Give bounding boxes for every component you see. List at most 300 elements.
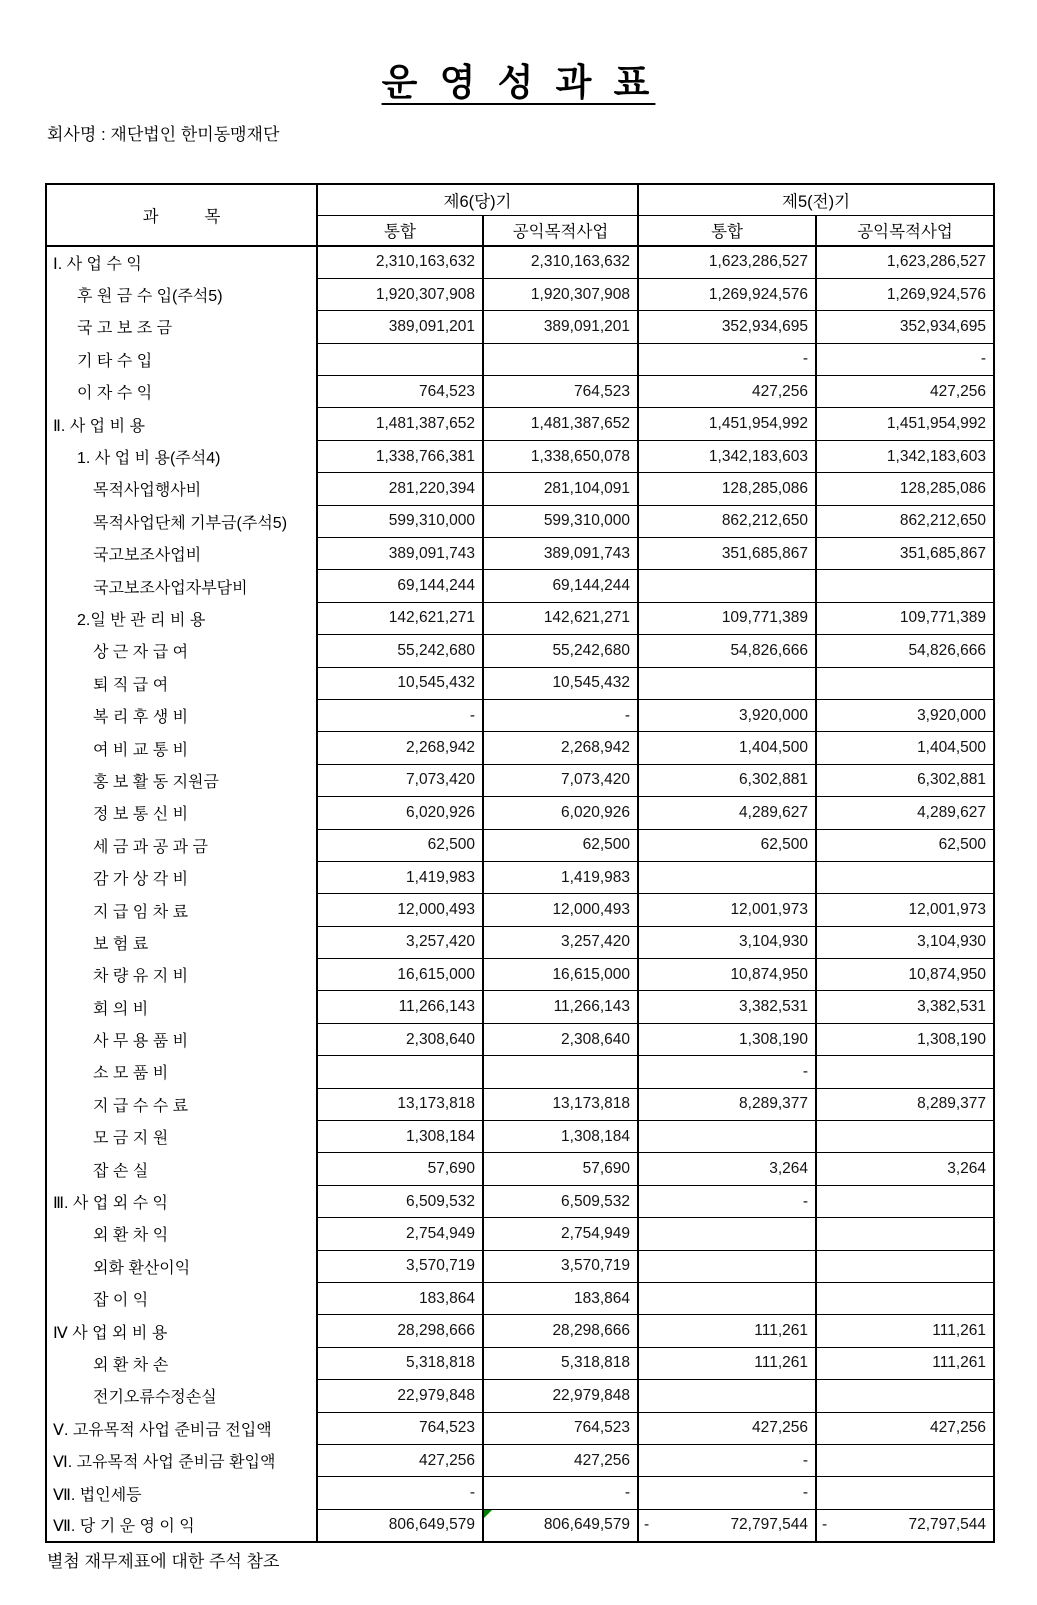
amount: 352,934,695 [899,317,987,335]
value-cell [317,1444,483,1476]
row-label: 지 급 수 수 료 [46,1088,317,1120]
table-row [46,1218,994,1250]
amount: 806,649,579 [388,1516,475,1534]
amount: 10,874,950 [730,965,809,983]
amount: 3,104,930 [739,933,809,951]
row-label: 잡 이 익 [46,1283,317,1315]
amount: 10,545,432 [552,674,631,692]
value-cell [317,1153,483,1185]
amount: 1,623,286,527 [886,253,987,271]
amount: 1,419,983 [561,868,631,886]
value-cell [638,926,816,958]
value-cell [483,505,638,537]
amount: 11,266,143 [398,998,475,1016]
value-cell [317,1347,483,1379]
value-cell [483,1380,638,1412]
row-label: 국 고 보 조 금 [46,311,317,343]
value-cell [638,1218,816,1250]
value-cell [816,926,994,958]
company-name: 회사명 : 재단법인 한미동맹재단 [47,125,280,144]
value-cell [816,1283,994,1315]
amount: 128,285,086 [899,479,987,497]
amount: 142,621,271 [543,609,631,627]
amount: 69,144,244 [552,577,631,595]
amount: 62,500 [938,836,987,854]
amount: 281,104,091 [543,479,631,497]
value-cell [317,1477,483,1509]
row-label: 외화 환산이익 [46,1250,317,1282]
amount: 6,302,881 [917,771,987,789]
amount: 183,864 [573,1289,631,1307]
amount: 1,308,190 [739,1030,809,1048]
value-cell [816,1315,994,1347]
amount: 1,481,387,652 [375,415,475,433]
value-cell [483,246,638,278]
amount: 4,289,627 [917,803,987,821]
value-cell [483,764,638,796]
table-row [46,440,994,472]
dash-placeholder: - [802,1062,809,1080]
amount: 1,342,183,603 [708,447,809,465]
amount: 599,310,000 [388,512,475,530]
value-cell [638,278,816,310]
row-label: 사 무 용 품 비 [46,1023,317,1055]
amount: 2,268,942 [561,739,631,757]
table-row [46,1347,994,1379]
amount: 72,797,544 [730,1516,809,1534]
value-cell [816,1056,994,1088]
value-cell [483,570,638,602]
value-cell [816,408,994,440]
value-cell [816,894,994,926]
value-cell [483,311,638,343]
value-cell [816,1444,994,1476]
amount: 22,979,848 [552,1386,631,1404]
column-header-item: 과 목 [46,184,317,246]
value-cell [816,1509,994,1541]
value-cell [483,278,638,310]
value-cell [816,667,994,699]
value-cell [483,894,638,926]
table-row [46,732,994,764]
row-label: 외 환 차 익 [46,1218,317,1250]
column-header-period-current: 제6(당)기 [317,184,638,215]
value-cell [638,699,816,731]
amount: 5,318,818 [406,1354,475,1372]
amount: 1,404,500 [739,739,809,757]
table-row [46,473,994,505]
amount: 13,173,818 [552,1095,631,1113]
row-label: 홍 보 활 동 지원금 [46,764,317,796]
table-row [46,667,994,699]
amount: 764,523 [573,382,631,400]
negative-amount [817,1516,986,1534]
value-cell [816,635,994,667]
amount: 55,242,680 [397,641,475,659]
value-cell [317,505,483,537]
value-cell [317,440,483,472]
amount: 62,500 [760,836,809,854]
value-cell [317,797,483,829]
table-row [46,1283,994,1315]
row-label: 차 량 유 지 비 [46,959,317,991]
amount: 54,826,666 [730,641,809,659]
amount: 2,310,163,632 [530,253,631,271]
minus-sign: - [644,1516,650,1534]
table-row [46,699,994,731]
value-cell [483,732,638,764]
row-label: Ⅳ 사 업 외 비 용 [46,1315,317,1347]
table-row [46,408,994,440]
row-label: 복 리 후 생 비 [46,699,317,731]
value-cell [816,991,994,1023]
value-cell [816,246,994,278]
value-cell [317,764,483,796]
amount: 6,020,926 [561,803,631,821]
value-cell [638,959,816,991]
value-cell [638,1056,816,1088]
value-cell [638,1380,816,1412]
amount: 16,615,000 [397,965,475,983]
amount: 111,261 [754,1354,809,1372]
amount: 142,621,271 [388,609,475,627]
value-cell [317,1185,483,1217]
value-cell [317,538,483,570]
value-cell [638,440,816,472]
amount: 1,338,650,078 [530,447,631,465]
value-cell [638,1509,816,1541]
amount: 4,289,627 [739,803,809,821]
value-cell [483,667,638,699]
value-cell [816,797,994,829]
dash-placeholder: - [802,1192,809,1210]
amount: 3,264 [947,1160,987,1178]
page-title: 운 영 성 과 표 [381,62,656,103]
amount: 1,481,387,652 [530,415,631,433]
amount: 183,864 [418,1289,475,1307]
table-row [46,861,994,893]
amount: 6,020,926 [406,803,475,821]
amount: 351,685,867 [721,544,809,562]
amount: 427,256 [573,1451,631,1469]
value-cell [638,732,816,764]
value-cell [483,440,638,472]
value-cell [816,1477,994,1509]
amount: 6,509,532 [406,1192,475,1210]
row-label: Ⅴ. 고유목적 사업 준비금 전입액 [46,1412,317,1444]
value-cell [483,538,638,570]
amount: 862,212,650 [721,512,809,530]
value-cell [638,1153,816,1185]
value-cell [816,1185,994,1217]
value-cell [638,1283,816,1315]
amount: 389,091,201 [388,317,475,335]
amount: 1,419,983 [406,868,475,886]
amount: 2,754,949 [561,1224,631,1242]
table-row [46,1023,994,1055]
amount: 764,523 [418,382,475,400]
amount: 8,289,377 [739,1095,809,1113]
table-row [46,991,994,1023]
amount: 764,523 [573,1419,631,1437]
column-header-combined-previous: 통합 [638,215,816,246]
amount: 599,310,000 [543,512,631,530]
amount: 2,310,163,632 [375,253,475,271]
value-cell [638,861,816,893]
row-label: 외 환 차 손 [46,1347,317,1379]
amount: 128,285,086 [721,479,809,497]
table-row [46,1250,994,1282]
amount: 3,264 [769,1160,809,1178]
table-row [46,1315,994,1347]
value-cell [483,1185,638,1217]
amount: 57,690 [427,1160,475,1178]
amount: 427,256 [930,382,987,400]
footer-note: 별첨 재무제표에 대한 주석 참조 [47,1552,280,1571]
value-cell [317,1250,483,1282]
dash-placeholder: - [802,1451,809,1469]
value-cell [317,311,483,343]
value-cell [816,343,994,375]
amount: 1,451,954,992 [708,415,809,433]
value-cell [638,764,816,796]
row-label: Ⅶ. 법인세등 [46,1477,317,1509]
value-cell [317,1283,483,1315]
value-cell [317,1412,483,1444]
value-cell [317,861,483,893]
row-label: Ⅱ. 사 업 비 용 [46,408,317,440]
table-row [46,1088,994,1120]
table-row [46,797,994,829]
value-cell [317,278,483,310]
amount: 352,934,695 [721,317,809,335]
value-cell [317,1218,483,1250]
value-cell [816,1023,994,1055]
amount: 1,269,924,576 [708,285,809,303]
table-row [46,278,994,310]
amount: 2,268,942 [406,739,475,757]
value-cell [638,570,816,602]
amount: 427,256 [418,1451,475,1469]
amount: 111,261 [754,1322,809,1340]
value-cell [816,1380,994,1412]
value-cell [317,1509,483,1541]
value-cell [317,473,483,505]
value-cell [638,991,816,1023]
value-cell [483,1347,638,1379]
row-label: 보 험 료 [46,926,317,958]
value-cell [638,1185,816,1217]
value-cell [816,1153,994,1185]
value-cell [638,1347,816,1379]
value-cell [317,1056,483,1088]
value-cell [816,764,994,796]
column-header-period-previous: 제5(전)기 [638,184,994,215]
amount: 109,771,389 [721,609,809,627]
value-cell [638,829,816,861]
value-cell [483,343,638,375]
table-row [46,959,994,991]
value-cell [638,246,816,278]
value-cell [816,505,994,537]
table-row [46,505,994,537]
amount: 764,523 [418,1419,475,1437]
value-cell [317,894,483,926]
amount: 10,874,950 [908,965,987,983]
amount: 3,920,000 [739,706,809,724]
value-cell [638,1315,816,1347]
amount: 389,091,201 [543,317,631,335]
value-cell [317,246,483,278]
amount: 7,073,420 [406,771,475,789]
amount: 2,308,640 [561,1030,631,1048]
amount: 862,212,650 [899,512,987,530]
value-cell [816,1412,994,1444]
row-label: 정 보 통 신 비 [46,797,317,829]
value-cell [816,440,994,472]
amount: 11,266,143 [553,998,631,1016]
value-cell [638,1412,816,1444]
value-cell [816,959,994,991]
row-label: 1. 사 업 비 용(주석4) [46,440,317,472]
row-label: 모 금 지 원 [46,1121,317,1153]
value-cell [317,1088,483,1120]
amount: 1,404,500 [917,739,987,757]
amount: 3,257,420 [406,933,475,951]
row-label: 감 가 상 각 비 [46,861,317,893]
value-cell [317,959,483,991]
table-row [46,764,994,796]
value-cell [816,1218,994,1250]
amount: 3,104,930 [917,933,987,951]
amount: 427,256 [751,382,809,400]
value-cell [638,505,816,537]
value-cell [816,538,994,570]
value-cell [816,570,994,602]
value-cell [483,1056,638,1088]
amount: 54,826,666 [908,641,987,659]
negative-amount [639,1516,808,1534]
row-label: 세 금 과 공 과 금 [46,829,317,861]
value-cell [317,699,483,731]
value-cell [816,861,994,893]
value-cell [483,473,638,505]
value-cell [483,797,638,829]
value-cell [816,829,994,861]
table-row [46,246,994,278]
amount: 69,144,244 [397,577,475,595]
row-label: 퇴 직 급 여 [46,667,317,699]
value-cell [483,376,638,408]
amount: 3,382,531 [739,998,809,1016]
value-cell [816,1088,994,1120]
amount: 12,001,973 [730,901,809,918]
table-row [46,570,994,602]
row-label: Ⅵ. 고유목적 사업 준비금 환입액 [46,1444,317,1476]
dash-placeholder: - [624,1484,631,1502]
amount: 1,920,307,908 [530,285,631,303]
amount: 1,308,184 [561,1127,631,1145]
value-cell [483,408,638,440]
column-header-public-previous: 공익목적사업 [816,215,994,246]
table-row [46,894,994,926]
table-row [46,602,994,634]
amount: 3,382,531 [917,998,987,1016]
amount: 6,509,532 [561,1192,631,1210]
value-cell [317,926,483,958]
row-label: Ⅰ. 사 업 수 익 [46,246,317,278]
table-row [46,376,994,408]
table-row [46,538,994,570]
value-cell [638,635,816,667]
value-cell [816,1347,994,1379]
value-cell [638,343,816,375]
value-cell [638,894,816,926]
table-row [46,343,994,375]
table-row [46,829,994,861]
amount: 8,289,377 [917,1095,987,1113]
amount: 1,308,184 [406,1127,475,1145]
value-cell [317,570,483,602]
value-cell [816,311,994,343]
value-cell [483,1121,638,1153]
value-cell [317,829,483,861]
table-row [46,1412,994,1444]
value-cell [638,602,816,634]
amount: 6,302,881 [739,771,809,789]
value-cell [483,1283,638,1315]
value-cell [816,1250,994,1282]
value-cell [816,699,994,731]
value-cell [638,473,816,505]
value-cell [483,926,638,958]
value-cell [638,797,816,829]
value-cell [483,1315,638,1347]
value-cell [638,1023,816,1055]
value-cell [816,473,994,505]
amount: 1,920,307,908 [375,285,475,303]
table-row [46,1121,994,1153]
table-row [46,311,994,343]
statement-table [45,183,995,1543]
amount: 3,257,420 [561,933,631,951]
amount: 1,623,286,527 [708,253,809,271]
value-cell [483,699,638,731]
value-cell [317,635,483,667]
value-cell [483,635,638,667]
value-cell [317,732,483,764]
amount: 57,690 [582,1160,631,1178]
value-cell [638,538,816,570]
amount: 111,261 [932,1354,987,1372]
value-cell [483,1153,638,1185]
row-label: 상 근 자 급 여 [46,635,317,667]
value-cell [317,408,483,440]
amount: 62,500 [427,836,475,854]
row-label: Ⅶ. 당 기 운 영 이 익 [46,1509,317,1541]
amount: 12,001,973 [908,901,987,918]
value-cell [483,1218,638,1250]
amount: 389,091,743 [388,544,475,562]
value-cell [638,408,816,440]
value-cell [816,1121,994,1153]
amount: 62,500 [582,836,631,854]
value-cell [638,1477,816,1509]
value-cell [638,1088,816,1120]
value-cell [638,667,816,699]
amount: 13,173,818 [397,1095,475,1113]
value-cell [638,1444,816,1476]
